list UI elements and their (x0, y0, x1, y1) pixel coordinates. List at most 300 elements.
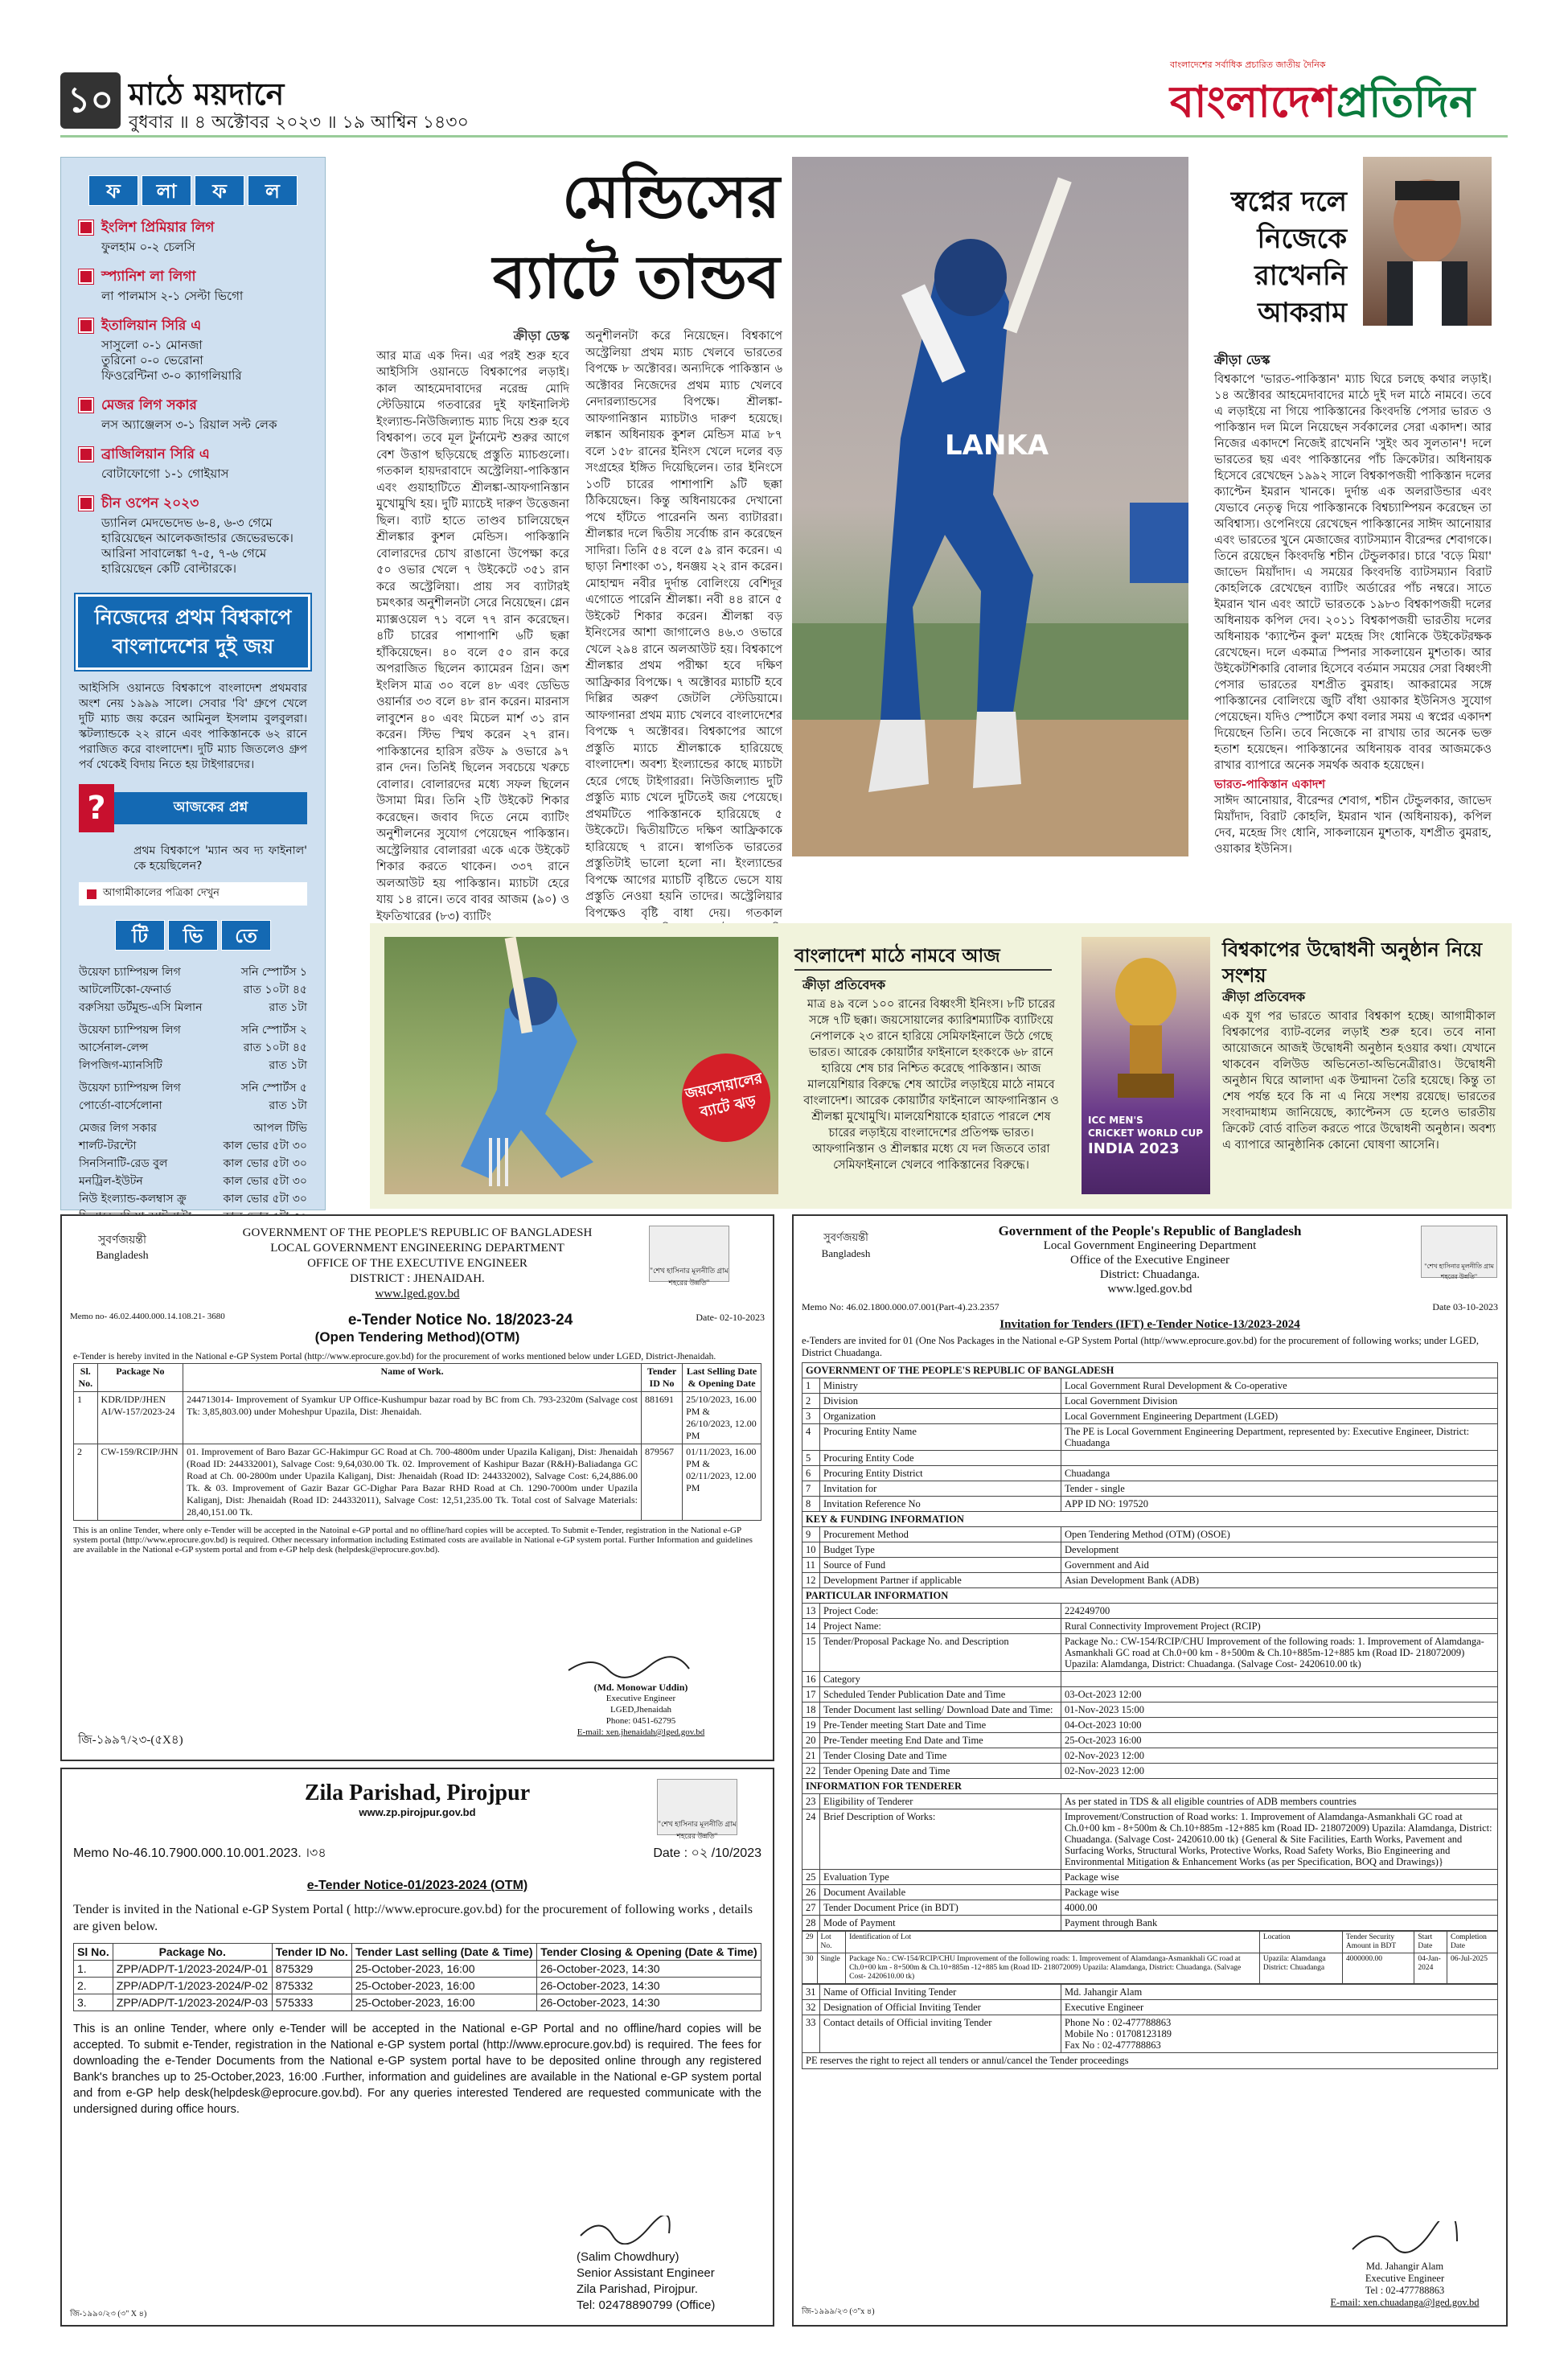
tv-event: উয়েফা চ্যাম্পিয়ন্স লিগ (79, 1082, 181, 1095)
section-title: মাঠে ময়দানে (129, 76, 285, 112)
ad3-sign-tel: Tel : 02-477788863 (1365, 2285, 1445, 2296)
row-label: Division (820, 1394, 1061, 1409)
row-value: 04-Oct-2023 10:00 (1061, 1718, 1498, 1733)
mendis-byline: ক্রীড়া ডেস্ক (513, 328, 569, 343)
ad1-dept: LOCAL GOVERNMENT ENGINEERING DEPARTMENT (270, 1242, 564, 1255)
row-label: Tender Opening Date and Time (820, 1764, 1061, 1779)
ad2-memo: Memo No-46.10.7900.000.10.001.2023. ।৩৪ (73, 1846, 326, 1860)
table-cell: ZPP/ADP/T-1/2023-2024/P-03 (113, 1994, 272, 2011)
table-cell: 875332 (272, 1978, 351, 1994)
tv-event: নিউ ইংল্যান্ড-কলম্বাস ক্রু (79, 1193, 187, 1205)
row-label: Brief Description of Works: (820, 1809, 1061, 1870)
row-value: Local Government Rural Development & Co-operative (1061, 1378, 1498, 1394)
row-number: 14 (802, 1619, 820, 1634)
lot-header: 29 (802, 1932, 818, 1953)
row-label: Source of Fund (820, 1558, 1061, 1573)
ad3-sign-mail[interactable]: E-mail: xen.chuadanga@lged.gov.bd (1330, 2297, 1480, 2308)
wc-trophy-photo (1082, 937, 1210, 1194)
ad3-gov: Government of the People's Republic of Bangladesh (998, 1223, 1302, 1238)
wc-logo-text (1088, 1114, 1203, 1159)
ball-icon (79, 496, 93, 511)
akram-xi-list: সাঈদ আনোয়ার, বীরেন্দর শেবাগ, শচীন টেন্ডুলকার, জাভেদ মিয়াঁদাদ, বিরাট কোহলি, ইমরান খান (অধিনায়ক), কপিল দেব, মহেন্দ্র সিং ধোনি, সাকলায়েন মুশতাক, যশপ্রীত বুমরাহ, ওয়াকার ইউনিস। (1214, 795, 1492, 856)
table-cell: 25-October-2023, 16:00 (351, 1994, 536, 2011)
row-label: Procuring Entity Code (820, 1451, 1061, 1466)
ad3-table (802, 1362, 1498, 1931)
wc-feature-title: নিজেদের প্রথম বিশ্বকাপে বাংলাদেশের দুই জয় (76, 594, 310, 670)
ad1-district: DISTRICT : JHENAIDAH. (350, 1272, 485, 1285)
table-cell: 01. Improvement of Baro Bazar GC-Hakimpur GC Road at Ch. 700-4800m under Upazila Kaliganj, Dist: Jhenaidah (Road ID: 244332001), Salvage Cost: 9,64,030.00 Tk. 02. Improvement of Kashipur Bazar (R&H)-Baliadanga GC Road at Ch. 00-2800m under Upazila Kaliganj, Dist: Jhenaidah (Road ID: 244332002), Salvage Cost: 6,24,886.00 Tk. & 03. Improvement of Gazir Bazar GC-Dighar Para Bazar RHD Road at Ch. 1290-7000m under Upazila Kaliganj, Dist: Jhenaidah (Road ID: 244332011), Salvage Cost: 12,51,235.00 Tk. Total cost of Salvage Materials: 28,40,151.00 Tk. (183, 1444, 642, 1521)
ad1-notice: e-Tender Notice No. 18/2023-24 (347, 1312, 573, 1329)
table-row (802, 1409, 1498, 1424)
table-row (802, 1451, 1498, 1466)
quiz-answer-text: আগামীকালের পত্রিকা দেখুন (103, 887, 220, 899)
row-number: 4 (802, 1424, 820, 1451)
quiz-title: আজকের প্রশ্ন (114, 792, 307, 824)
ball-icon (79, 447, 93, 462)
tv-row (61, 1119, 325, 1137)
table-row (802, 1764, 1498, 1779)
tv-time: রাত ১০টা ৪৫ (243, 984, 307, 996)
league-title: চীন ওপেন ২০২৩ (101, 495, 199, 511)
league-block (61, 392, 325, 441)
lot-header: Completion Date (1447, 1932, 1498, 1953)
tv-event: আটলেটিকো-ফেনার্ড (79, 984, 171, 996)
bdmatch-byline: ক্রীড়া প্রতিবেদক (802, 977, 886, 992)
league-block (61, 490, 325, 585)
tv-row (61, 1190, 325, 1208)
tv-row (61, 1057, 325, 1074)
ad2-table (73, 1943, 761, 2011)
ad-lged-jhenaidah (60, 1214, 774, 1761)
row-label: Tender/Proposal Package No. and Description (820, 1634, 1061, 1672)
tv-event: উয়েফা চ্যাম্পিয়ন্স লিগ (79, 966, 181, 979)
row-number: 13 (802, 1604, 820, 1619)
table-section-header: PARTICULAR INFORMATION (802, 1588, 1498, 1604)
ad1-date: Date- 02-10-2023 (696, 1312, 765, 1323)
row-label: Scheduled Tender Publication Date and Time (820, 1687, 1061, 1702)
row-value: Improvement/Construction of Road works: 1. Improvement of Alamdanga-Asmankhali GC road at Ch.0+00 km - 8+500m & Ch.10+885m -12+885 km (Road ID- 218072009) Upazila: Alamdanga, District: Chuadanga. (Salvage Cost- 2420610.00 tk) {General & Site Facilities, Earth Works, Pavement and Surfacing Works, Structural Works, Protective Works, Road Safety Works, Bio Engineering and Environmental Mitigation & Enhancement Works (as per Specification, BOQ and Drawings)} (1061, 1809, 1498, 1870)
mendis-headline-line2: ব্যাটে তান্ডব (492, 243, 780, 312)
quiz-question: প্রথম বিশ্বকাপে 'ম্যান অব দ্য ফাইনাল' কে হয়েছিলেন? (133, 844, 307, 873)
table-row (802, 1779, 1498, 1794)
table-cell: 3. (74, 1994, 113, 2011)
table-row (802, 1512, 1498, 1527)
row-number: 9 (802, 1527, 820, 1542)
ball-icon (79, 269, 93, 284)
tv-event: সিনসিনাটি-রেড বুল (79, 1157, 168, 1170)
tv-time: সনি স্পোর্টস ১ (240, 966, 307, 979)
table-row (802, 1794, 1498, 1809)
row-number: 27 (802, 1900, 820, 1916)
league-title: মেজর লিগ সকার (101, 397, 197, 413)
page-number: ১০ (60, 72, 121, 129)
table-cell: 26-October-2023, 14:30 (536, 1961, 761, 1978)
table-cell: 881691 (641, 1392, 682, 1444)
ad1-intro: e-Tender is hereby invited in the National e-GP System Portal (http://www.eprocure.gov.bd) for the procurement of works mentioned below under LGED, District-Jhenaidah. (73, 1352, 716, 1362)
akram-text: বিশ্বকাপে 'ভারত-পাকিস্তান' ম্যাচ ঘিরে চলছে কথার লড়াই। ১৪ অক্টোবর আহমেদাবাদের মাঠে দুই দল মাঠে নামবে। তবে এ লড়াইয়ে না গিয়ে পাকিস্তানের কিংবদন্তি পেসার ভারত ও পাকিস্তান দল মিলে নিয়েছেন সর্বকালের সেরা একাদশ। আর নিজের একাদশে নিজেই রাখেননি 'সুইং অব সুলতান'! দলে ভারতের ছয় এবং পাকিস্তানের পাঁচ ক্রিকেটার। অধিনায়ক হিসেবে রেখেছেন ১৯৯২ সালে বিশ্বকাপজয়ী পাকিস্তান দলের ক্যাপ্টেন ইমরান খানকে। দুর্দান্ত এক অলরাউন্ডার এবং যেভাবে নেতৃত্ব দিয়ে পাকিস্তানকে বিশ্বচ্যাম্পিয়ন করেছেন তা অবিশ্বাস্য। ওপেনিংয়ে রেখেছেন পাকিস্তানের সাঈদ আনোয়ার এবং ভারতের খুনে মেজাজের ব্যাটসম্যান বীরেন্দর শেবাগকে। তিনে রয়েছেন কিংবদন্তি শচীন টেন্ডুলকার। চারে 'বড়ে মিয়া' জাভেদ মিয়াঁদাদ। এ সময়ের কিংবদন্তি ব্যাটসম্যান বিরাট কোহলিকে রেখেছেন ব্যাটিং অর্ডারের পাঁচ নম্বরে। সাতে ইমরান খান এবং আটে ভারতকে ১৯৮৩ বিশ্বকাপজয়ী দলের অধিনায়ক কপিল দেব। ২০১১ বিশ্বকাপজয়ী ভারতীয় দলের অধিনায়ক 'ক্যাপ্টেন কুল' মহেন্দ্র সিং ধোনিকে উইকেটরক্ষক রেখেছেন। দলে একমাত্র স্পিনার সাকলায়েন মুশতাক। আর উইকেটশিকারি বোলার হিসেবে বর্তমান সময়ের সেরা বিধ্বংসী পেসার ভারতের যশপ্রীত বুমরাহ। আকরামের সঙ্গে পাকিস্তানের বোলিংয়ে জুটি বাঁধা ওয়াকার ইউনিসও সুযোগ পেয়েছেন। যদিও স্পোর্টসে কথা বলার সময় এ স্বপ্নের একাদশ দিয়েছেন তিনি। তবে নিজেকে না রাখায় তার অনেক ভক্ত হতাশ হয়েছেন। পাকিস্তানের অধিনায়ক বাবর আজমকেও রাখার ব্যাপারে অনেক সমর্থক অবাক হয়েছেন। (1214, 373, 1492, 772)
tv-time: কাল ভোর ৫টা ৩০ (223, 1157, 307, 1170)
wcopen-byline: ক্রীড়া প্রতিবেদক (1222, 989, 1306, 1004)
table-row (74, 1994, 761, 2011)
tv-row (61, 963, 325, 981)
ad2-code: জি-১৯৯০/২৩ (৩" X ৪) (70, 2310, 147, 2319)
tv-row (61, 1137, 325, 1155)
table-row (74, 1444, 761, 1521)
row-number: 22 (802, 1764, 820, 1779)
row-value: Payment through Bank (1061, 1916, 1498, 1931)
mendis-headline-line1: মেন্ডিসের (562, 162, 780, 232)
jubilee-logo: সুবর্ণজয়ন্তী Bangladesh (96, 1234, 149, 1262)
quiz-answer-note (79, 882, 307, 906)
ad1-table (73, 1363, 761, 1521)
ad3-notice: Invitation for Tenders (IFT) e-Tender Notice-13/2023-2024 (999, 1318, 1300, 1331)
row-number: 31 (802, 1985, 820, 2000)
lot-cell: 30 (802, 1953, 818, 1984)
table-cell: 2 (74, 1444, 98, 1521)
ad3-heading (794, 1216, 1506, 1296)
newspaper-logo[interactable] (1170, 68, 1475, 141)
table-row (802, 1394, 1498, 1409)
row-number: 23 (802, 1794, 820, 1809)
wc-logo-line2: CRICKET WORLD CUP (1088, 1127, 1203, 1139)
ad3-district: District: Chuadanga. (1099, 1268, 1201, 1281)
table-row (802, 1748, 1498, 1764)
table-row (802, 1900, 1498, 1916)
row-number: 15 (802, 1634, 820, 1672)
table-row (802, 1718, 1498, 1733)
table-row (802, 1672, 1498, 1687)
row-label: Procuring Entity District (820, 1466, 1061, 1481)
league-result: ফিওরেন্টিনা ৩-০ ক্যাগলিয়ারি (101, 368, 242, 383)
table-row (802, 1588, 1498, 1604)
ad3-date: Date 03-10-2023 (1432, 1301, 1498, 1312)
akram-xi-title: ভারত-পাকিস্তান একাদশ (1214, 778, 1326, 791)
tv-event: মনট্রিল-ইউটন (79, 1175, 143, 1188)
ad3-signature (1308, 2221, 1501, 2309)
lot-header: Location (1259, 1932, 1342, 1953)
akram-photo (1363, 157, 1492, 326)
tv-row (61, 1097, 325, 1115)
akram-byline: ক্রীড়া ডেস্ক (1214, 352, 1270, 368)
row-label: Mode of Payment (820, 1916, 1061, 1931)
ad3-meta (794, 1296, 1506, 1313)
mujib-portrait: "শেখ হাসিনার মূলনীতি গ্রাম শহরের উন্নতি" (1421, 1226, 1497, 1278)
row-value: Open Tendering Method (OTM) (OSOE) (1061, 1527, 1498, 1542)
tv-row (61, 1155, 325, 1173)
table-row (74, 1392, 761, 1444)
tv-row (61, 1021, 325, 1039)
row-value: 02-Nov-2023 12:00 (1061, 1748, 1498, 1764)
league-results (61, 214, 325, 585)
row-number: 24 (802, 1809, 820, 1870)
ad1-web[interactable]: www.lged.gov.bd (375, 1288, 460, 1300)
signature-scribble (577, 2216, 673, 2245)
table-row (802, 1702, 1498, 1718)
ad2-notice: e-Tender Notice-01/2023-2024 (OTM) (306, 1879, 528, 1892)
tv-row (61, 1173, 325, 1190)
row-number: 12 (802, 1573, 820, 1588)
row-value (1061, 1672, 1498, 1687)
league-block (61, 263, 325, 312)
table-row (802, 1558, 1498, 1573)
table-header: Tender ID No. (272, 1944, 351, 1961)
table-row (802, 1378, 1498, 1394)
ad3-dept: Local Government Engineering Department (1043, 1239, 1257, 1252)
row-label: Document Available (820, 1885, 1061, 1900)
ad2-date: Date : ০২ /10/2023 (653, 1846, 761, 1860)
table-row (74, 1961, 761, 1978)
row-label: Pre-Tender meeting Start Date and Time (820, 1718, 1061, 1733)
results-tab: লা (142, 175, 191, 206)
row-value: 25-Oct-2023 16:00 (1061, 1733, 1498, 1748)
tv-time: কাল ভোর ৫টা ৩০ (223, 1140, 307, 1152)
table-header: Tender Last selling (Date & Time) (351, 1944, 536, 1961)
ad3-code: জি-১৯৯৯/২৩ (৩"x ৪) (802, 2307, 875, 2316)
table-section-header: KEY & FUNDING INFORMATION (802, 1512, 1498, 1527)
bullet-icon (87, 889, 96, 899)
row-label: Project Name: (820, 1619, 1061, 1634)
ad2-title: Zila Parishad, Pirojpur (304, 1780, 531, 1805)
table-row (802, 1870, 1498, 1885)
results-tab: ফ (195, 175, 244, 206)
table-cell: 26-October-2023, 14:30 (536, 1978, 761, 1994)
league-result: সাসুলো ০-১ মোনজা (101, 338, 203, 352)
league-result: তুরিনো ০-০ ভেরোনা (101, 353, 203, 368)
tv-time: কাল ভোর ৫টা ৩০ (223, 1175, 307, 1188)
league-block (61, 441, 325, 490)
results-tab: ফ (88, 175, 138, 206)
table-header: Tender Closing & Opening (Date & Time) (536, 1944, 761, 1961)
table-row (802, 1527, 1498, 1542)
row-number: 33 (802, 2015, 820, 2053)
row-label: Procuring Entity Name (820, 1424, 1061, 1451)
ad2-intro: Tender is invited in the National e-GP System Portal ( http://www.eprocure.gov.bd) for the procurement of following works , details are given below. (73, 1903, 753, 1933)
ad2-sign-name: (Salim Chowdhury) (577, 2250, 679, 2264)
row-label: Budget Type (820, 1542, 1061, 1558)
ad1-signature (544, 1654, 737, 1738)
table-row (802, 1466, 1498, 1481)
tv-schedule (61, 963, 325, 1226)
table-header: Tender ID No (641, 1364, 682, 1392)
row-number: 2 (802, 1394, 820, 1409)
table-cell: 1 (74, 1392, 98, 1444)
ad3-sign-name: Md. Jahangir Alam (1365, 2261, 1444, 2272)
table-cell: KDR/IDP/JHEN AI/W-157/2023-24 (97, 1392, 183, 1444)
league-title: ইতালিয়ান সিরি এ (101, 318, 202, 334)
row-number: 16 (802, 1672, 820, 1687)
league-title: ব্রাজিলিয়ান সিরি এ (101, 446, 210, 462)
mendis-col2: অনুশীলনটা করে নিয়েছেন। বিশ্বকাপে অস্ট্রেলিয়া প্রথম ম্যাচ খেলবে ভারতের বিপক্ষে ৮ অক্টোবর। অন্যদিকে পাকিস্তান ৬ অক্টোবর নিজেদের প্রথম ম্যাচ খেলবে নেদারল্যান্ডসের বিপক্ষে। শ্রীলঙ্কা-আফগানিস্তান ম্যাচটাও দারুণ হয়েছে। লঙ্কান অধিনায়ক কুশল মেন্ডিস মাত্র ৮৭ বলে ১৫৮ রানের ইনিংস খেলে দলের বড় সংগ্রহের ইঙ্গিত দিয়েছিলেন। তার ইনিংসে ১৩টি চারের পাশাপাশি ৯টি ছক্কা ঠিকিয়েছেন। কিন্তু অধিনায়কের দেখানো পথে হাঁটতে পারেননি অন্য ব্যাটাররা। শ্রীলঙ্কার দলে দ্বিতীয় সর্বোচ্চ রান করেছেন সাদিরা। তিনি ৫৪ বলে ৫৯ রান করেন। এ ছাড়া নিশাংকা ৩১, ধনঞ্জয় ২২ রান করেন। মোহাম্মদ নবীর দুর্দান্ত বোলিংয়ে বেশিদূর এগোতে পারেনি শ্রীলঙ্কা। নবী ৪৪ রানে ৫ উইকেট শিকার করেন। শ্রীলঙ্কা বড় ইনিংসের আশা জাগালেও ৪৬.৩ ওভারে খেলে ২৯৪ রানে অলআউট হয়। বিশ্বকাপে শ্রীলঙ্কার প্রথম পরীক্ষা হবে দক্ষিণ আফ্রিকার বিপক্ষে। ৭ অক্টোবর ম্যাচটি হবে দিল্লির অরুণ জেটলি স্টেডিয়ামে। আফগানরা প্রথম ম্যাচ খেলবে বাংলাদেশের বিপক্ষে ৭ অক্টোবর। বিশ্বকাপের আগে প্রস্তুতি ম্যাচে শ্রীলঙ্কাকে হারিয়েছে বাংলাদেশ। অবশ্য ইংল্যান্ডের কাছে ম্যাচটা হেরে গেছে টাইগাররা। নিউজিল্যান্ড দুটি প্রস্তুতি ম্যাচ খেলে দুটিতেই জয় পেয়েছে। প্রথমটিতে পাকিস্তানকে হারিয়েছে ৫ উইকেটে। দ্বিতীয়টিতে দক্ষিণ আফ্রিকাকে হারিয়েছে ৭ রানে। স্বাগতিক ভারতের প্রস্তুতিটাই ভালো হলো না। ইংল্যান্ডের বিপক্ষে আগের ম্যাচটি বৃষ্টিতে ভেসে যায় প্রস্তুতি নেওয়া হয়নি তাদের। অস্ট্রেলিয়ার বিপক্ষেও বৃষ্টি বাধা দেয়। গতকাল (585, 330, 782, 920)
ad3-reserve: PE reserves the right to reject all tenders or annul/cancel the Tender proceedings (802, 2053, 1498, 2069)
row-label: Project Code: (820, 1604, 1061, 1619)
row-number: 20 (802, 1733, 820, 1748)
table-row (802, 1363, 1498, 1378)
signature-scribble (560, 1654, 721, 1678)
tv-event: শার্লট-টরন্টো (79, 1140, 137, 1152)
mendis-col1-text: আর মাত্র এক দিন। এর পরই শুরু হবে আইসিসি ওয়ানডে বিশ্বকাপের লড়াই। কাল আহমেদাবাদের নরেন্দ্র মোদি স্টেডিয়ামে গতবারের দুই ফাইনালিস্ট ইংল্যান্ড-নিউজিল্যান্ড ম্যাচ দিয়ে শুরু হবে বিশ্বকাপ। তবে মূল টুর্নামেন্ট শুরুর আগে বেশ উত্তাপ ছড়িয়েছে প্রস্তুতি ম্যাচগুলো। গতকাল হায়দরাবাদে অস্ট্রেলিয়া-পাকিস্তান এবং গুয়াহাটিতে শ্রীলঙ্কা-আফগানিস্তান মুখোমুখি হয়। দুটি ম্যাচেই দারুণ উত্তেজনা ছিল। ব্যাট হাতে তাণ্ডব চালিয়েছেন শ্রীলঙ্কার কুশল মেন্ডিস। পাকিস্তানি বোলারদের চোখ রাঙানো উপেক্ষা করে ৫০ ওভার খেলে ৭ উইকেটে ৩৫১ রান করে অস্ট্রেলিয়া। প্রায় সব ব্যাটারই চমৎকার অনুশীলনটা সেরে নিয়েছেন। গ্লেন ম্যাক্সওয়েল ৭১ বলে ৭৭ রান করেছেন। ৪টি চারের পাশাপাশি ৬টি ছক্কা হাঁকিয়েছেন। ৪০ বলে ৫০ রান করে অপরাজিত ছিলেন ক্যামেরন গ্রিন। জশ ইংলিস মাত্র ৩০ বলে ৪৮ এবং ডেভিড ওয়ার্নার ৩৩ বলে ৪৮ রান করেন। মারনাস লাবুশেন ৪০ এবং মিচেল মার্শ ৩১ রান করেন। স্টিভ স্মিথ করেন ২৭ রান। পাকিস্তানের হারিস রউফ ৯ ওভারে ৯৭ রান দেন। তিনিই ছিলেন সবচেয়ে খরুচে বোলার। বোলারদের মধ্যে সফল ছিলেন উসামা মির। তিনি ২টি উইকেট শিকার করেছেন। জবাব দিতে নেমে ব্যাটিং অনুশীলনের সুযোগ পেয়েছেন পাকিস্তান। অস্ট্রেলিয়ার বোলাররা একে একে উইকেট শিকার করতে থাকেন। ৩৩৭ রানে অলআউট হয় পাকিস্তান। ম্যাচটা হেরে যায় ১৪ রানে। তবে বাবর আজম (৯০) ও ইফতিখারের (৮৩) ব্যাটিং (376, 349, 569, 923)
page-date: বুধবার ॥ ৪ অক্টোবর ২০২৩ ॥ ১৯ আশ্বিন ১৪৩০ (129, 113, 469, 133)
row-label: Invitation Reference No (820, 1497, 1061, 1512)
table-row (802, 2000, 1498, 2015)
row-number: 1 (802, 1378, 820, 1394)
row-number: 6 (802, 1466, 820, 1481)
row-label: Designation of Official Inviting Tender (820, 2000, 1061, 2015)
row-value: Phone No : 02-477788863 Mobile No : 01708123189 Fax No : 02-477788863 (1061, 2015, 1498, 2053)
bdmatch-text: মাত্র ৪৯ বলে ১০০ রানের বিধ্বংসী ইনিংস। ৮টি চারের সঙ্গে ৭টি ছক্কা। জয়সোয়ালের ক্যারিশম্যাটিক ব্যাটিংয়ে নেপালকে ২৩ রানে হারিয়ে সেমিফাইনালে উঠে গেছে ভারত। আরেক কোয়ার্টার ফাইনালে হংকংকে ৬৮ রানে হারিয়ে শেষ চার নিশ্চিত করেছে পাকিস্তান। আজ মালয়েশিয়ার বিরুদ্ধে শেষ আটের লড়াইয়ে মাঠে নামবে বাংলাদেশ। আরেক কোয়ার্টার ফাইনালে আফগানিস্তান ও শ্রীলঙ্কা মুখোমুখি। মালয়েশিয়াকে হারাতে পারলে শেষ চারের লড়াইয়ে বাংলাদেশের প্রতিপক্ষ ভারত। আফগানিস্তান ও শ্রীলঙ্কার মধ্যে যে দল জিতবে তারা সেমিফাইনালে খেলবে পাকিস্তানের বিরুদ্ধে। (803, 998, 1059, 1172)
row-number: 21 (802, 1748, 820, 1764)
ad1-meta (62, 1302, 773, 1329)
results-tab: ল (248, 175, 298, 206)
row-label: Invitation for (820, 1481, 1061, 1497)
league-block (61, 312, 325, 392)
table-section-header: GOVERNMENT OF THE PEOPLE'S REPUBLIC OF BANGLADESH (802, 1363, 1498, 1378)
ad-lged-chuadanga (792, 1214, 1508, 2327)
bdmatch-headline: বাংলাদেশ মাঠে নামবে আজ (794, 946, 1000, 967)
row-value: 01-Nov-2023 15:00 (1061, 1702, 1498, 1718)
row-label: Procurement Method (820, 1527, 1061, 1542)
row-value: Local Government Engineering Department (LGED) (1061, 1409, 1498, 1424)
batsman-figure (792, 157, 1188, 856)
row-label: Organization (820, 1409, 1061, 1424)
league-result: লস অ্যাঞ্জেলস ৩-১ রিয়াল সল্ট লেক (101, 417, 277, 432)
tv-row (61, 1039, 325, 1057)
tv-event: আর্সেনাল-লেন্স (79, 1041, 149, 1054)
row-value (1061, 1451, 1498, 1466)
ad-zila-parishad (60, 1768, 774, 2327)
row-label: Category (820, 1672, 1061, 1687)
table-header: Name of Work. (183, 1364, 642, 1392)
tv-time: কাল ভোর ৫টা ৩০ (223, 1193, 307, 1205)
league-result: লা পালমাস ২-১ সেল্টা ভিগো (101, 289, 244, 303)
row-number: 11 (802, 1558, 820, 1573)
logo-tagline: বাংলাদেশের সর্বাধিক প্রচারিত জাতীয় দৈনিক (1170, 60, 1326, 70)
header-divider (60, 135, 1508, 138)
logo-word-a: বাংলাদেশ (1170, 76, 1336, 127)
ad1-code: জি-১৯৯৭/২৩-(৫X৪) (78, 1734, 183, 1747)
table-row (802, 1481, 1498, 1497)
ad1-footnote: This is an online Tender, where only e-Tender will be accepted in the Natoinal e-GP portal and no offline/hard copies will be accepted. To Submit e-Tender, registration in the National e-GP system portal (http://www.eprocure.gov.bd) is required. Other necessary information including Estimated costs are available in National e-GP system portal. Further Information and guidelines are available in the National e-GP system portal and from e-GP help desk (helpdesk@eprocure.gov.bd). (73, 1526, 753, 1555)
table-row (802, 1687, 1498, 1702)
mendis-headline (370, 157, 780, 318)
row-label: Ministry (820, 1378, 1061, 1394)
lot-header: Tender Security Amount in BDT (1342, 1932, 1414, 1953)
table-row (802, 1424, 1498, 1451)
table-row (802, 1634, 1498, 1672)
table-cell: 2. (74, 1978, 113, 1994)
wc-logo-line1: ICC MEN'S (1088, 1115, 1143, 1126)
tv-tab: টি (115, 920, 165, 951)
table-cell: 1. (74, 1961, 113, 1978)
tv-time: সনি স্পোর্টস ২ (240, 1024, 307, 1037)
lot-cell: Single (817, 1953, 846, 1984)
table-row (802, 1542, 1498, 1558)
table-row (802, 1497, 1498, 1512)
tv-tab: ভি (168, 920, 218, 951)
row-value: 03-Oct-2023 12:00 (1061, 1687, 1498, 1702)
mujib-portrait: "শেখ হাসিনার মূলনীতি গ্রাম শহরের উন্নতি" (657, 1779, 737, 1835)
row-number: 7 (802, 1481, 820, 1497)
row-value: Chuadanga (1061, 1466, 1498, 1481)
tv-tab-row (61, 907, 325, 959)
table-header: Last Selling Date & Opening Date (683, 1364, 761, 1392)
tv-time: সনি স্পোর্টস ৫ (240, 1082, 307, 1095)
table-cell: 875329 (272, 1961, 351, 1978)
row-label: Pre-Tender meeting End Date and Time (820, 1733, 1061, 1748)
row-label: Development Partner if applicable (820, 1573, 1061, 1588)
left-sidebar (60, 157, 326, 1210)
ad2-footnote: This is an online Tender, where only e-Tender will be accepted in the National e-GP Portal and no offline/hard copies will be accepted. To submit e-Tender, registration in the National e-GP system portal (http://www.eprocure.gov.bd) is required. The fees for downloading the e-Tender Documents from the National e-GP system portal have to be deposited online through any registered Bank's branches up to 25-October,2023, 16:00 .Further, information and guidelines are available in the National e-GP system portal and from e-GP help desk(helpdesk@eprocure.gov.bd). For any queries interested Tendered are requested communicate with the undersigned during office hours. (73, 2023, 761, 2116)
lot-cell: Package No.: CW-154/RCIP/CHU Improvement of the following roads: 1. Improvement of Alamdanga-Asmankhali GC road at Ch.0+00 km - 8+500m & Ch.10+885m -12+885 km (Road ID- 218072009) Upazila: Alamdanga, District: Chuadanga. (Salvage Cost- 2420610.00 tk) (846, 1953, 1260, 1984)
row-value: 02-Nov-2023 12:00 (1061, 1764, 1498, 1779)
signature-scribble (1344, 2221, 1465, 2257)
row-number: 8 (802, 1497, 820, 1512)
ball-icon (79, 318, 93, 333)
row-number: 3 (802, 1409, 820, 1424)
row-number: 5 (802, 1451, 820, 1466)
row-number: 10 (802, 1542, 820, 1558)
ad3-intro: e-Tenders are invited for 01 (One Nos Packages in the National e-GP System Portal (http//www.eprocure.gov.bd) for the procurement of following works; under LGED, District Chuadanga. (802, 1335, 1479, 1358)
ad1-sign-name: (Md. Monowar Uddin) (593, 1682, 688, 1693)
row-value: Executive Engineer (1061, 2000, 1498, 2015)
wc-logo-line3: INDIA 2023 (1088, 1140, 1180, 1157)
logo-word-b: প্রতিদিন (1336, 76, 1476, 127)
row-value: 4000.00 (1061, 1900, 1498, 1916)
table-header: Sl No. (74, 1944, 113, 1961)
row-number: 32 (802, 2000, 820, 2015)
tv-time: রাত ১টা (269, 1059, 307, 1072)
tv-time: রাত ১টা (269, 1001, 307, 1014)
table-header: Sl. No. (74, 1364, 98, 1392)
ad2-sign-title: Senior Assistant Engineer (577, 2266, 715, 2280)
bdmatch-rule (794, 969, 1052, 971)
table-section-header: INFORMATION FOR TENDERER (802, 1779, 1498, 1794)
ad3-table-wrap (794, 1362, 1506, 2069)
ad1-sign-mail[interactable]: E-mail: xen.jhenaidah@lged.gov.bd (577, 1727, 705, 1737)
row-value: Package wise (1061, 1885, 1498, 1900)
table-cell: ZPP/ADP/T-1/2023-2024/P-02 (113, 1978, 272, 1994)
league-result: ফুলহাম ০-২ চেলসি (101, 240, 195, 254)
wcopen-headline: বিশ্বকাপের উদ্বোধনী অনুষ্ঠান নিয়ে সংশয় (1222, 939, 1483, 987)
lot-cell: Upazila: Alamdanga District: Chuadanga (1259, 1953, 1342, 1984)
ad2-web[interactable]: www.zp.pirojpur.gov.bd (359, 1806, 476, 1818)
row-value: As per stated in TDS & all eligible countries of ADB members countries (1061, 1794, 1498, 1809)
table-cell: 25/10/2023, 16.00 PM & 26/10/2023, 12.00 PM (683, 1392, 761, 1444)
lot-cell: 06-Jul-2025 (1447, 1953, 1498, 1984)
ad3-web[interactable]: www.lged.gov.bd (1107, 1283, 1192, 1296)
row-label: Contact details of Official inviting Tender (820, 2015, 1061, 2053)
table-cell: 879567 (641, 1444, 682, 1521)
row-label: Evaluation Type (820, 1870, 1061, 1885)
league-block (61, 214, 325, 263)
table-cell: 244713014- Improvement of Syamkur UP Office-Kushumpur bazar road by BC from Ch. 793-2320m (Salvage cost Tk: 3,85,803.00) under Moheshpur Upazila, Dist: Jhenaidah. (183, 1392, 642, 1444)
wcopen-text: এক যুগ পর ভারতে আবার বিশ্বকাপ হচ্ছে। আগামীকাল বিশ্বকাপের ব্যাট-বলের লড়াই শুরু হবে। তবে নানা আয়োজনে আজই উদ্বোধনী অনুষ্ঠান হওয়ার কথা। যেখানে থাকবেন বলিউড অভিনেতা-অভিনেত্রীরাও। উদ্বোধনী অনুষ্ঠান ঘিরে আলাদা এক উন্মাদনা তৈরি হয়েছে। কিন্তু তা শেষ পর্যন্ত হবে কি না এ নিয়ে সংশয় রয়েছে। ভারতের সংবাদমাধ্যম জানিয়েছে, ক্যাপ্টেনস ডে হলেও ভারতীয় ক্রিকেট বোর্ড বাতিল করতে পারে উদ্বোধনী অনুষ্ঠান। অবশ্য এ ব্যাপারে আনুষ্ঠানিক কোনো ঘোষণা আসেনি। (1222, 1010, 1496, 1152)
row-value: Package No.: CW-154/RCIP/CHU Improvement of the following roads: 1. Improvement of Alamdanga-Asmankhali GC road at Ch.0+00 km - 8+500m & Ch.10+885m-12+885 km (Road ID- 218072009) Upazila: Alamdanga, District: Chuadanga. (Salvage Cost- 2420610.00 tk) (1061, 1634, 1498, 1672)
wc-feature-text: আইসিসি ওয়ানডে বিশ্বকাপে বাংলাদেশ প্রথমবার অংশ নেয় ১৯৯৯ সালে। সেবার 'বি' গ্রুপে খেলে দুটি ম্যাচ জয় করেন আমিনুল ইসলাম বুলবুলরা। স্কটল্যান্ডকে ২২ রানে এবং পাকিস্তানকে ৬২ রানে পরাজিত করে বাংলাদেশ। দুটি ম্যাচ জিতলেও গ্রুপ পর্ব থেকেই বিদায় নিতে হয় টাইগারদের। (79, 682, 307, 771)
row-value: Md. Jahangir Alam (1061, 1985, 1498, 2000)
lot-header: Start Date (1414, 1932, 1447, 1953)
quiz-header (79, 784, 307, 832)
ad3-sign-title: Executive Engineer (1365, 2273, 1445, 2284)
table-row (802, 1619, 1498, 1634)
mujib-portrait: "শেখ হাসিনার মূলনীতি গ্রাম শহরের উন্নতি" (649, 1226, 729, 1282)
row-value: Development (1061, 1542, 1498, 1558)
ad1-sign-title: Executive Engineer (605, 1694, 676, 1703)
row-number: 28 (802, 1916, 820, 1931)
ad1-office: OFFICE OF THE EXECUTIVE ENGINEER (307, 1257, 527, 1270)
ad1-memo: Memo no- 46.02.4400.000.14.108.21- 3680 (70, 1312, 225, 1321)
jaiswal-photo (384, 937, 778, 1194)
table-header: Package No. (113, 1944, 272, 1961)
